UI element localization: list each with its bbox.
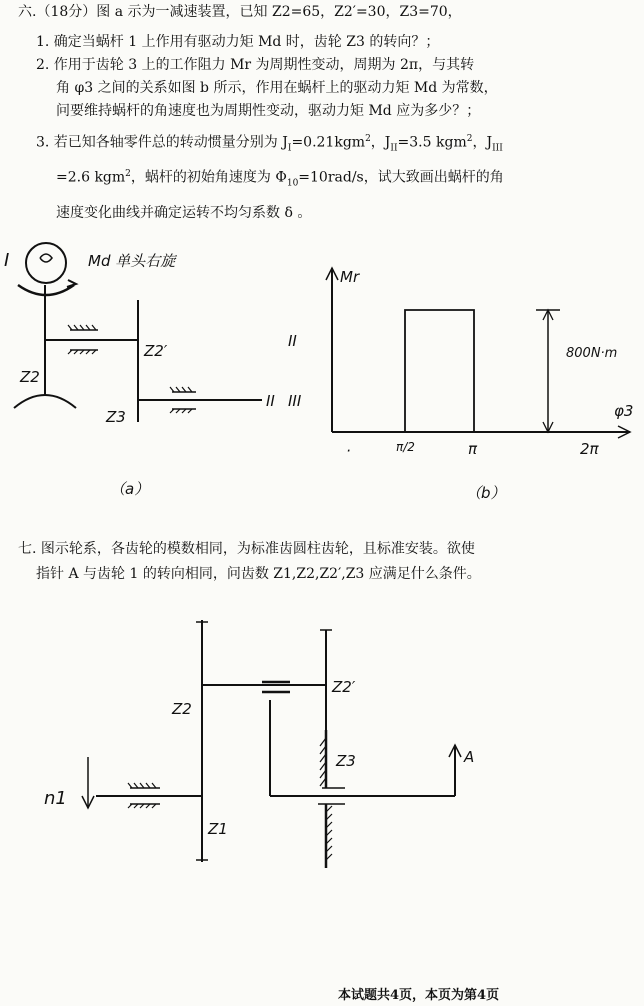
fig-a-label-shaft-II: II <box>266 392 275 410</box>
fig-b-xlabel: φ3 <box>614 402 634 420</box>
fig-b-caption: （b） <box>466 484 506 502</box>
fig-a-caption: （a） <box>110 480 150 498</box>
sub-III: III <box>492 143 503 154</box>
fig-b-tick-pi2: π/2 <box>396 440 415 454</box>
fig-7-label-z2: Z2 <box>172 700 192 718</box>
fig-b-label-II: II <box>288 332 297 350</box>
fig-7-label-a: A <box>464 748 475 766</box>
fig-a-label-z2: Z2 <box>20 368 40 386</box>
sub-I: I <box>287 143 292 154</box>
q6-item-3-text-5: ，J <box>472 134 493 151</box>
q7-line-1: 七. 图示轮系，各齿轮的模数相同，为标准齿圆柱齿轮，且标准安装。欲使 <box>18 541 475 557</box>
q6-item-1: 1. 确定当蜗杆 1 上作用有驱动力矩 Md 时，齿轮 Z3 的转向？； <box>36 34 440 50</box>
fig-a-label-z2p: Z2′ <box>144 342 168 360</box>
sub-10: 10 <box>286 178 299 189</box>
fig-b-tick-dot: · <box>346 442 351 460</box>
q6-item-3-line-3: 速度变化曲线并确定运转不均匀系数 δ 。 <box>56 205 312 221</box>
fig-b-value: 800N·m <box>566 346 618 361</box>
q6-item-3-text-2: =0.21kgm <box>291 134 366 151</box>
fig-7-label-n1: n1 <box>44 788 67 809</box>
q6-item-3-text-6: =2.6 kgm <box>56 169 126 186</box>
page-footer: 本试题共4页，本页为第4页 <box>338 988 500 1003</box>
fig-b-ylabel: Mr <box>340 268 360 286</box>
sup-2b: 2 <box>466 134 473 144</box>
q6-item-3-text: 3. 若已知各轴零件总的转动惯量分别为 J <box>36 134 288 151</box>
q6-item-3-text-7: ，蜗杆的初始角速度为 Φ <box>130 169 287 186</box>
q6-item-2-line-2: 角 φ3 之间的关系如图 b 所示，作用在蜗杆上的驱动力矩 Md 为常数， <box>56 80 498 96</box>
fig-7-label-z2p: Z2′ <box>332 678 356 696</box>
fig-b-tick-2pi: 2π <box>580 440 599 458</box>
sup-2c: 2 <box>125 169 131 179</box>
fig-7-label-z1: Z1 <box>208 820 228 838</box>
worm-icon <box>26 243 66 283</box>
fig-a-label-z3: Z3 <box>106 408 126 426</box>
q7-line-2: 指针 A 与齿轮 1 的转向相同，问齿数 Z1,Z2,Z2′,Z3 应满足什么条件。 <box>36 566 481 582</box>
fig-a-label-I: I <box>4 250 10 271</box>
sup-2: 2 <box>365 134 371 144</box>
q6-item-3-text-4: =3.5 kgm <box>397 134 467 151</box>
fig-7-label-z3: Z3 <box>336 752 356 770</box>
sub-II: II <box>390 143 398 154</box>
q6-item-3-text-8: =10rad/s，试大致画出蜗杆的角 <box>298 169 504 186</box>
q6-heading: 六.（18分）图 a 示为一减速装置，已知 Z2=65，Z2′=30，Z3=70， <box>18 4 462 20</box>
q6-item-2-line-1: 2. 作用于齿轮 3 上的工作阻力 Mr 为周期性变动，周期为 2π，与其转 <box>36 57 475 73</box>
q6-item-2-line-3: 问要维持蜗杆的角速度也为周期性变动，驱动力矩 Md 应为多少？； <box>56 103 481 119</box>
fig-a-label-md: Md 单头右旋 <box>88 252 176 270</box>
fig-b-tick-pi: π <box>468 440 478 458</box>
q6-item-3-text-3: ，J <box>370 134 391 151</box>
fig-b-label-III: III <box>288 392 302 410</box>
